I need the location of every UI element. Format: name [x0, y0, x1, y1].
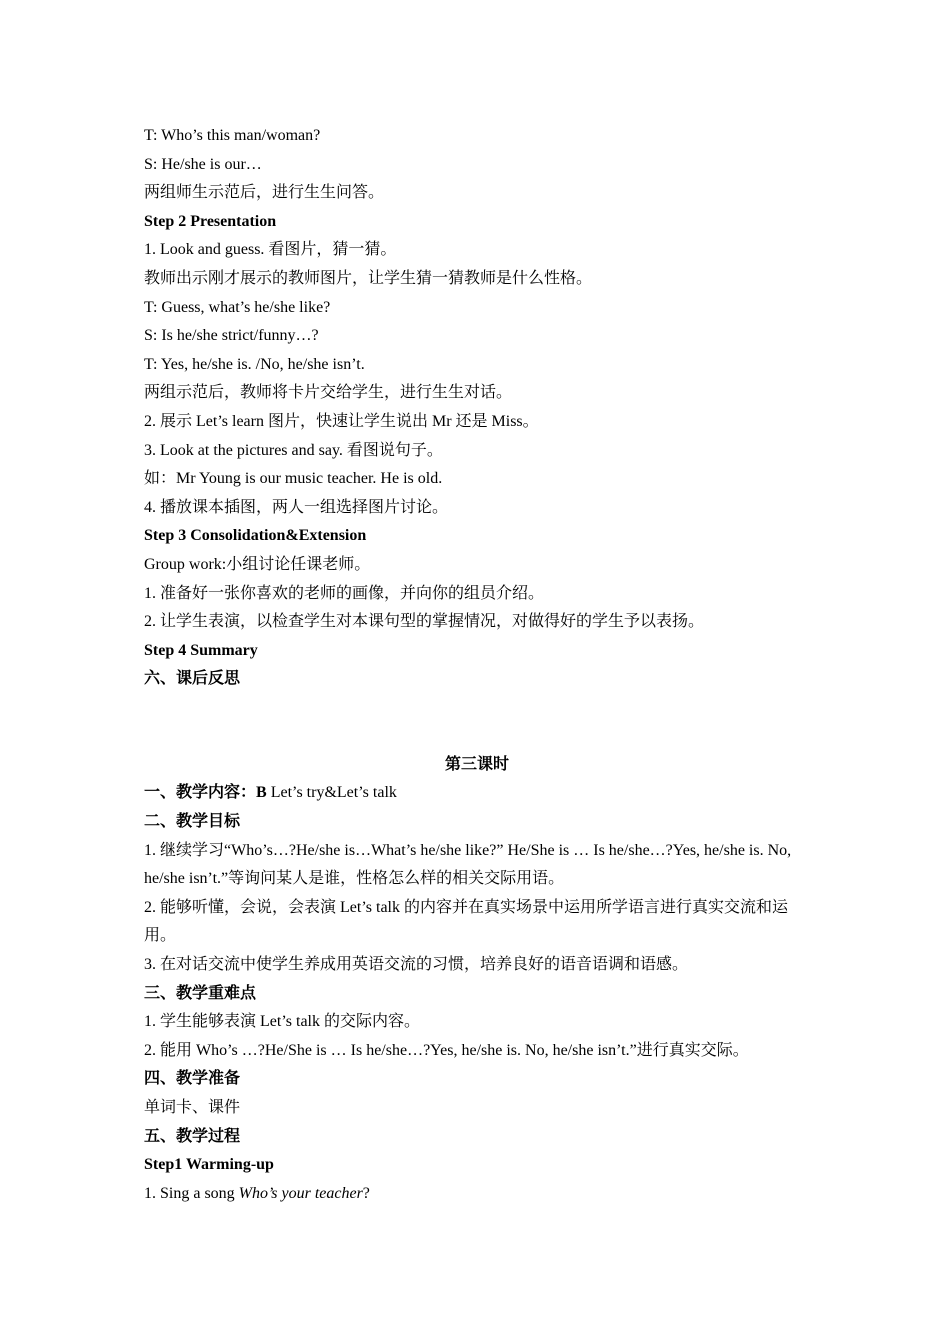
key-point-item: 1. 学生能够表演 Let’s talk 的交际内容。 [144, 1013, 420, 1031]
document-body [144, 122, 810, 1208]
step2-line: T: Yes, he/she is. /No, he/she isn’t. [144, 355, 365, 373]
goal-item: 2. 能够听懂，会说，会表演 Let’s talk 的内容并在真实场景中运用所学语言进行真实交流和运用。 [144, 898, 788, 945]
step3-line: 2. 让学生表演，以检查学生对本课句型的掌握情况，对做得好的学生予以表扬。 [144, 613, 705, 631]
dialogue-line: T: Who’s this man/woman? [144, 127, 321, 144]
key-point-item: 2. 能用 Who’s …?He/She is … Is he/she…?Yes, he/she is. No, he/she isn’t.”进行真实交际。 [144, 1041, 749, 1059]
step2-line: 两组示范后，教师将卡片交给学生，进行生生对话。 [144, 384, 513, 402]
dialogue-line: S: He/she is our… [144, 155, 262, 173]
song-title: Who’s your teacher [238, 1184, 363, 1202]
step2-line: T: Guess, what’s he/she like? [144, 298, 331, 316]
instruction-line: 两组师生示范后，进行生生问答。 [144, 184, 385, 202]
process-heading: 五、教学过程 [144, 1127, 241, 1145]
step2-line: 2. 展示 Let’s learn 图片，快速让学生说出 Mr 还是 Miss。 [144, 412, 539, 430]
preparation-heading: 四、教学准备 [144, 1070, 241, 1088]
song-suffix: ? [362, 1184, 370, 1202]
lesson-title: 第三课时 [444, 755, 509, 773]
step2-line: 如：Mr Young is our music teacher. He is old. [144, 470, 443, 488]
step1-heading: Step1 Warming-up [144, 1156, 274, 1174]
content-part-letter: B [256, 784, 267, 802]
song-line [144, 1180, 810, 1209]
content-text: Let’s try&Let’s talk [266, 784, 397, 802]
step2-line: 3. Look at the pictures and say. 看图说句子。 [144, 441, 443, 459]
step2-line: 教师出示刚才展示的教师图片，让学生猜一猜教师是什么性格。 [144, 269, 593, 287]
preparation-text: 单词卡、课件 [144, 1099, 241, 1116]
goal-item: 1. 继续学习“Who’s…?He/she is…What’s he/she like?” He/She is … Is he/she…?Yes, he/she is. No, he/she isn’t.”等询问某人是谁，性格怎么样的相关交际用语。 [144, 841, 792, 888]
song-prefix: 1. Sing a song [144, 1184, 239, 1202]
step4-heading: Step 4 Summary [144, 641, 258, 659]
step2-line: 4. 播放课本插图，两人一组选择图片讨论。 [144, 498, 449, 516]
step3-heading: Step 3 Consolidation&Extension [144, 527, 367, 545]
step2-line: 1. Look and guess. 看图片，猜一猜。 [144, 241, 397, 259]
goals-heading: 二、教学目标 [144, 813, 241, 831]
key-points-heading: 三、教学重难点 [144, 984, 257, 1002]
step2-line: S: Is he/she strict/funny…? [144, 327, 319, 345]
content-line [144, 779, 810, 808]
step3-line: Group work:小组讨论任课老师。 [144, 555, 371, 573]
section-spacer [144, 694, 810, 751]
goal-item: 3. 在对话交流中使学生养成用英语交流的习惯，培养良好的语音语调和语感。 [144, 956, 689, 974]
step2-heading: Step 2 Presentation [144, 212, 277, 230]
content-label: 一、教学内容： [144, 784, 257, 802]
step3-line: 1. 准备好一张你喜欢的老师的画像，并向你的组员介绍。 [144, 584, 545, 602]
reflection-heading: 六、课后反思 [144, 670, 241, 688]
